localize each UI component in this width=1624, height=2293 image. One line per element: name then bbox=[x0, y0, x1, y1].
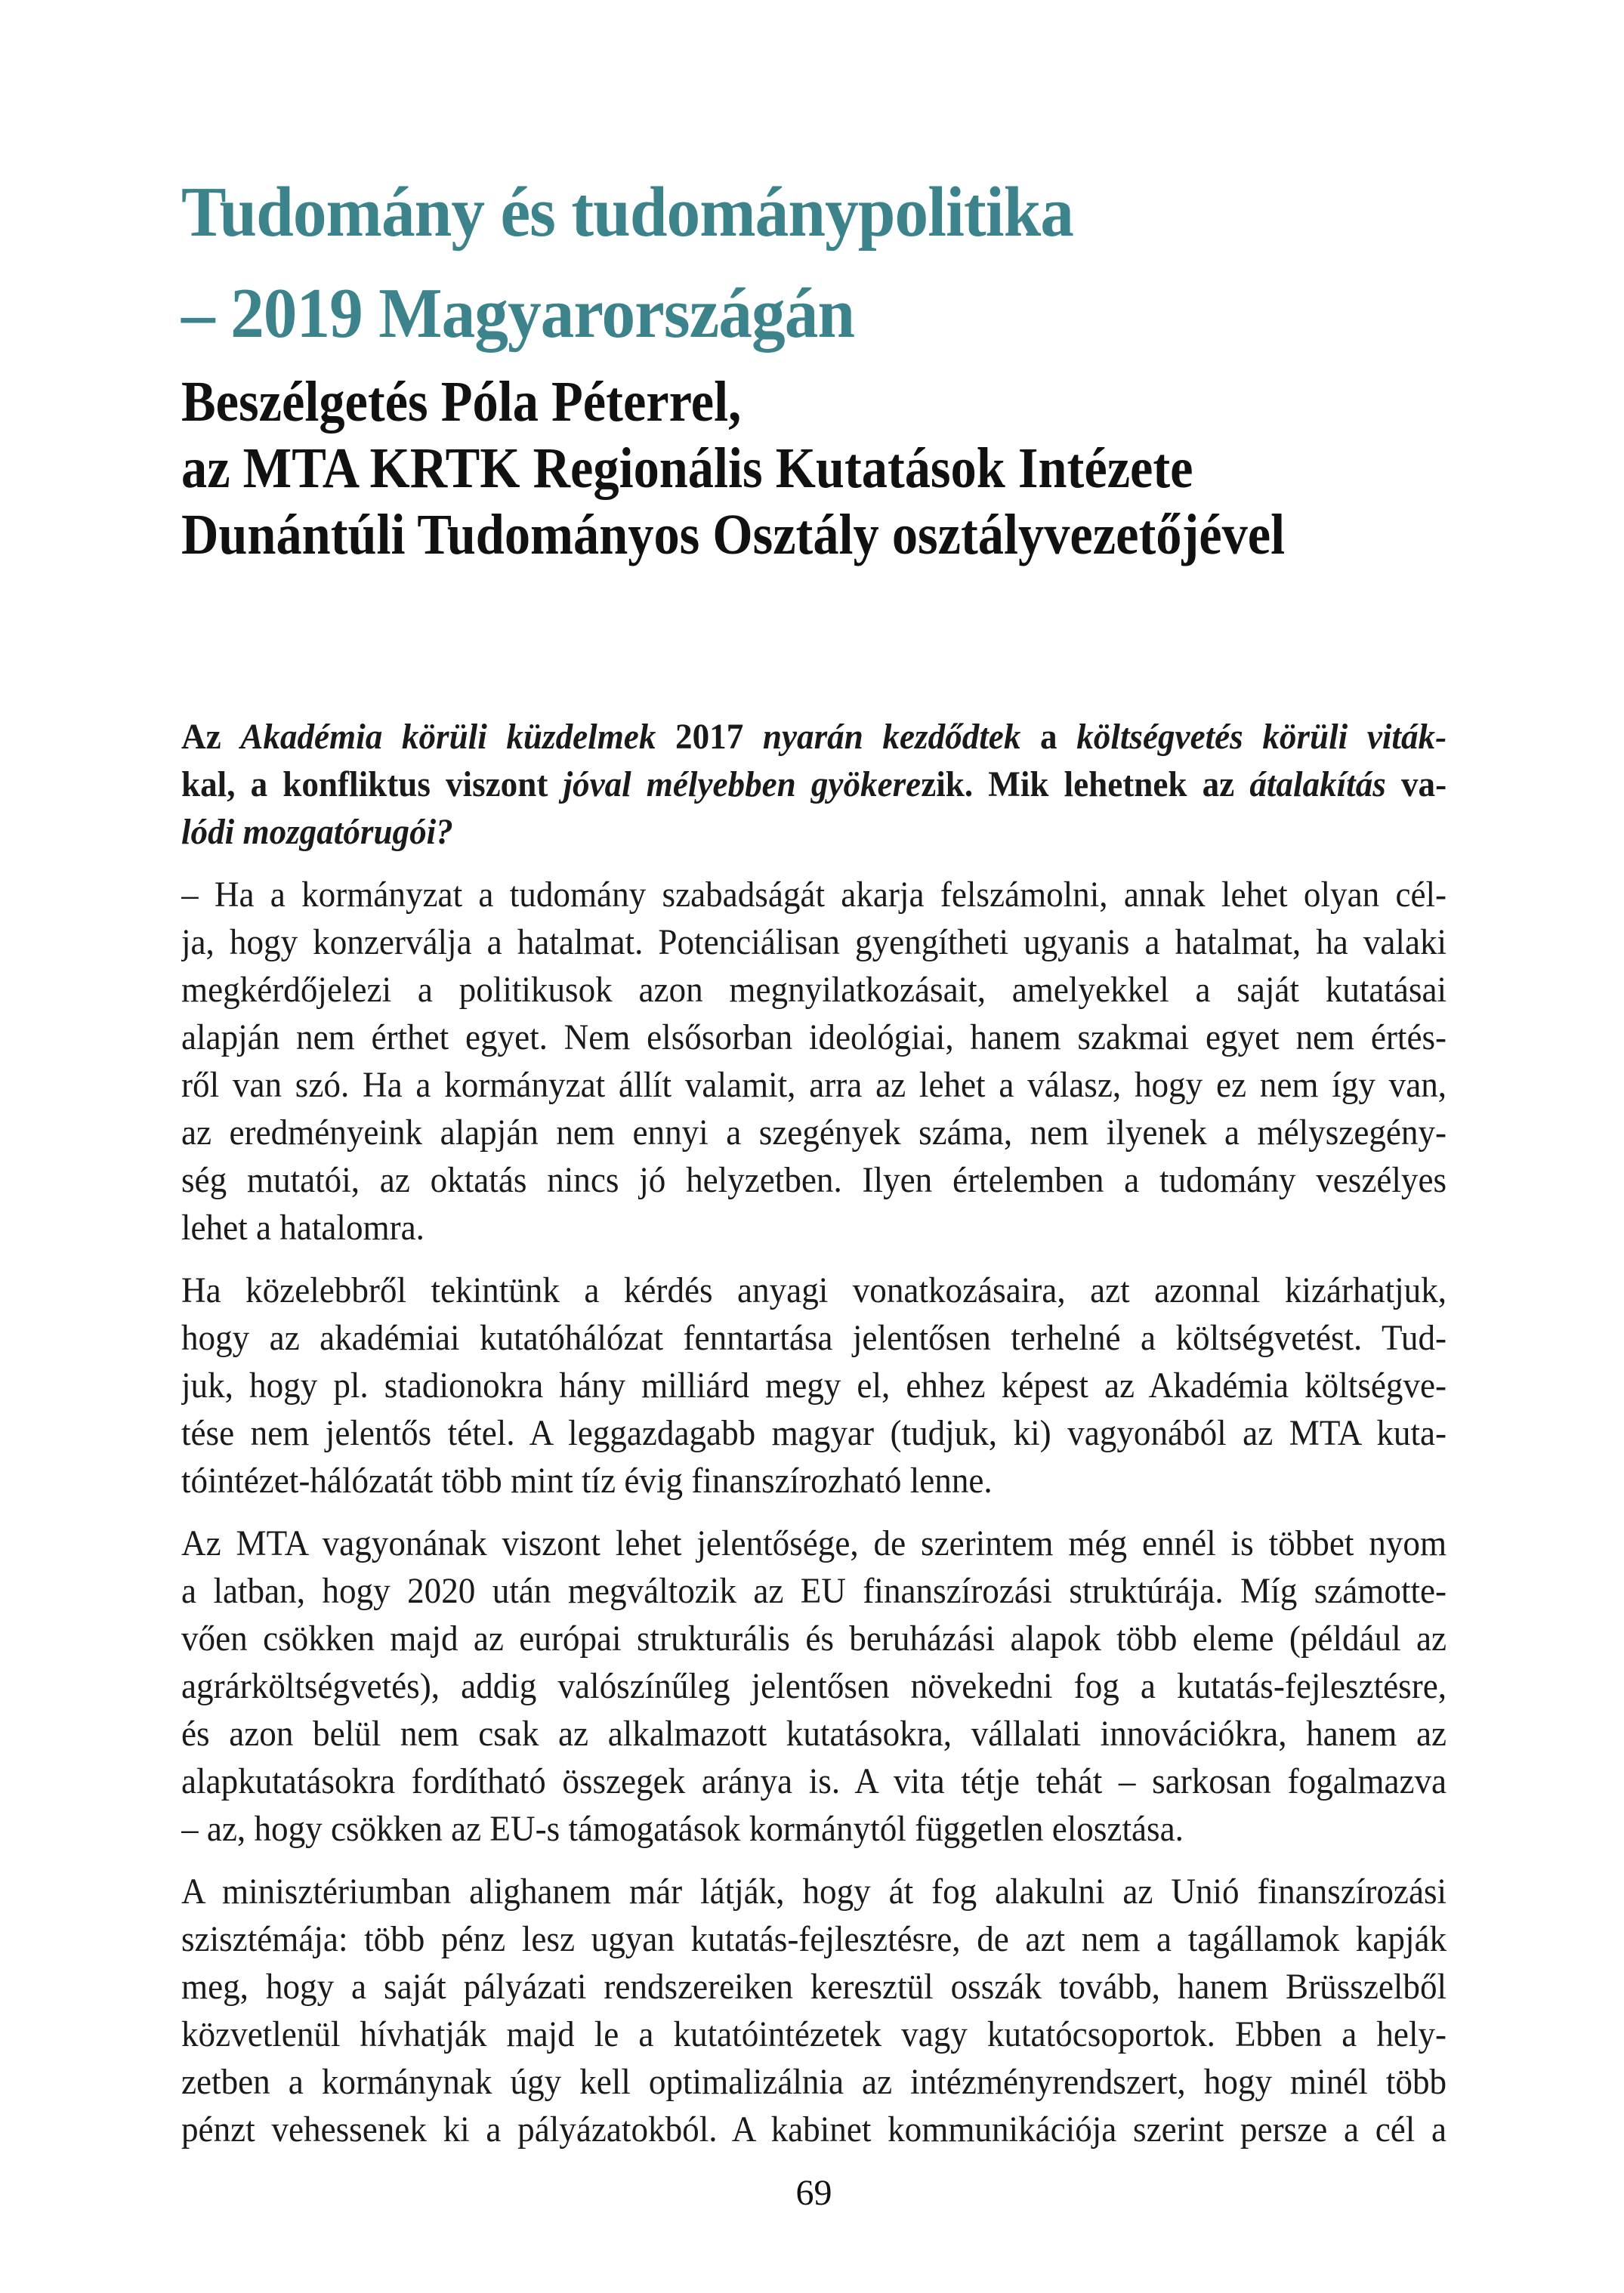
text-run: va- bbox=[1400, 764, 1447, 804]
text-line bbox=[181, 713, 1446, 761]
text-line: és azon belül nem csak az alkalmazott kutatásokra, vállalati innovációkra, hanem az bbox=[181, 1714, 1447, 1754]
text-line: lehet a hatalomra. bbox=[181, 1208, 425, 1248]
text-run: átalakítás bbox=[1249, 764, 1401, 804]
text-line bbox=[181, 808, 1446, 856]
article-body bbox=[181, 713, 1446, 2153]
text-run: 2017 bbox=[675, 717, 763, 757]
text-line: pénzt vehessenek ki a pályázatokból. A kabinet kommunikációja szerint persze a cél a bbox=[181, 2109, 1447, 2149]
text-line: – Ha a kormányzat a tudomány szabadságát akarja felszámolni, annak lehet olyan cél- bbox=[181, 875, 1447, 915]
text-line: agrárköltségvetés), addig valószínűleg jelentősen növekedni fog a kutatás-fejlesztésre, bbox=[181, 1666, 1447, 1706]
title-line: – 2019 Magyarországán bbox=[181, 274, 855, 353]
text-line: Az MTA vagyonának viszont lehet jelentősége, de szerintem még ennél is többet nyom bbox=[181, 1523, 1447, 1563]
body-paragraph bbox=[181, 1520, 1446, 1853]
body-paragraph bbox=[181, 1267, 1446, 1504]
text-line: szisztémája: több pénz lesz ugyan kutatás-fejlesztésre, de azt nem a tagállamok kapják bbox=[181, 1919, 1447, 1959]
text-run: költségvetés körüli viták- bbox=[1076, 717, 1447, 757]
text-line: juk, hogy pl. stadionokra hány milliárd megy el, ehhez képest az Akadémia költségve- bbox=[181, 1366, 1447, 1406]
text-run: lódi mozgatórugói? bbox=[181, 812, 453, 852]
text-run: kal, a konfliktus viszont bbox=[181, 764, 563, 804]
text-line: ja, hogy konzerválja a hatalmat. Potenciálisan gyengítheti ugyanis a hatalmat, ha valaki bbox=[181, 922, 1447, 962]
text-line: hogy az akadémiai kutatóhálózat fenntartása jelentősen terhelné a költségvetést. Tud- bbox=[181, 1318, 1447, 1358]
subtitle-line: Beszélgetés Póla Péterrel, bbox=[181, 370, 742, 434]
text-line: ség mutatói, az oktatás nincs jó helyzetben. Ilyen értelemben a tudomány veszélyes bbox=[181, 1160, 1447, 1200]
text-run: jóval mélyebben gyökere bbox=[563, 764, 922, 804]
text-run: Az bbox=[181, 717, 241, 757]
text-line: alapján nem érthet egyet. Nem elsősorban ideológiai, hanem szakmai egyet nem értés- bbox=[181, 1017, 1447, 1057]
text-line: megkérdőjelezi a politikusok azon megnyilatkozásait, amelyekkel a saját kutatásai bbox=[181, 970, 1447, 1010]
text-line: alapkutatásokra fordítható összegek aránya is. A vita tétje tehát – sarkosan fogalmazva bbox=[181, 1761, 1447, 1801]
text-run: nyarán kezdődtek bbox=[762, 717, 1041, 757]
text-line: tése nem jelentős tétel. A leggazdagabb magyar (tudjuk, ki) vagyonából az MTA kuta- bbox=[181, 1413, 1447, 1453]
text-line bbox=[181, 761, 1446, 808]
text-line: Ha közelebbről tekintünk a kérdés anyagi vonatkozásaira, azt azonnal kizárhatjuk, bbox=[181, 1270, 1447, 1310]
text-line: az eredményeink alapján nem ennyi a szegények száma, nem ilyenek a mélyszegény- bbox=[181, 1113, 1447, 1153]
text-run: a bbox=[1040, 717, 1077, 757]
text-run: zik. Mik lehetnek az bbox=[921, 764, 1250, 804]
subtitle-line: Dunántúli Tudományos Osztály osztályvezetőjével bbox=[181, 503, 1286, 566]
text-line: tóintézet-hálózatát több mint tíz évig finanszírozható lenne. bbox=[181, 1461, 993, 1501]
article-title bbox=[181, 162, 1446, 364]
body-paragraph bbox=[181, 871, 1446, 1251]
text-line: A minisztériumban alighanem már látják, hogy át fog alakulni az Unió finanszírozási bbox=[181, 1872, 1447, 1912]
text-run: Akadémia körüli küzdelmek bbox=[240, 717, 676, 757]
body-paragraph bbox=[181, 1868, 1446, 2153]
interview-question-paragraph bbox=[181, 713, 1446, 856]
title-line: Tudomány és tudománypolitika bbox=[181, 173, 1074, 252]
text-line: a latban, hogy 2020 után megváltozik az EU finanszírozási struktúrája. Míg számotte- bbox=[181, 1571, 1447, 1611]
subtitle-line: az MTA KRTK Regionális Kutatások Intézete bbox=[181, 437, 1193, 500]
article-subtitle bbox=[181, 369, 1446, 568]
text-line: meg, hogy a saját pályázati rendszereiken keresztül osszák tovább, hanem Brüsszelből bbox=[181, 1967, 1447, 2007]
text-line: zetben a kormánynak úgy kell optimalizálnia az intézményrendszert, hogy minél több bbox=[181, 2062, 1447, 2102]
text-line: közvetlenül hívhatják majd le a kutatóintézetek vagy kutatócsoportok. Ebben a hely- bbox=[181, 2014, 1447, 2054]
text-line: ről van szó. Ha a kormányzat állít valamit, arra az lehet a válasz, hogy ez nem így van, bbox=[181, 1065, 1447, 1105]
text-line: – az, hogy csökken az EU-s támogatások kormánytól független elosztása. bbox=[181, 1809, 1184, 1849]
page-number: 69 bbox=[795, 2173, 832, 2213]
text-line: vően csökken majd az európai strukturális és beruházási alapok több eleme (például az bbox=[181, 1619, 1447, 1659]
